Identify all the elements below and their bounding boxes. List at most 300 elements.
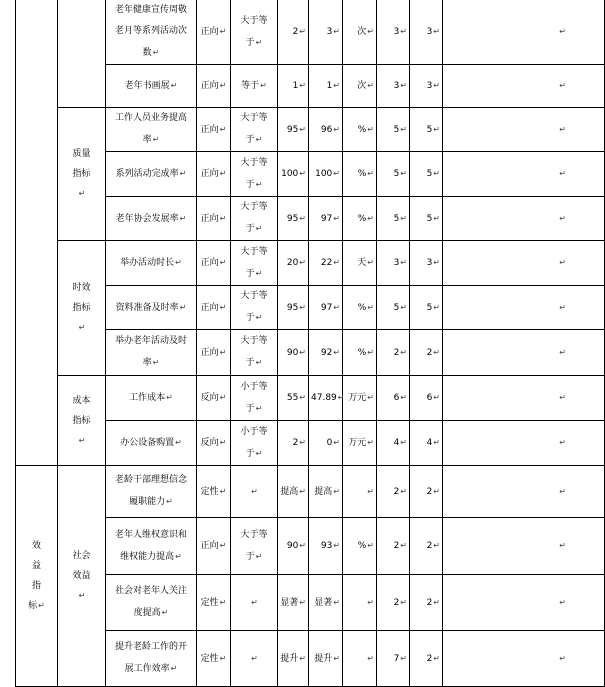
direction-cell-text: 正向: [200, 81, 219, 91]
remark-cell: [443, 65, 605, 108]
paragraph-mark-icon: ↵: [255, 358, 263, 367]
score-cell: [410, 330, 443, 376]
weight-cell: [377, 376, 410, 421]
paragraph-mark-icon: ↵: [78, 591, 86, 600]
unit-cell-text: %: [357, 169, 367, 179]
indicator-name-text: 提升老龄工作的开展工作效率: [114, 642, 187, 674]
paragraph-mark-icon: ↵: [299, 81, 306, 90]
actual-value-cell-text: 96: [320, 124, 333, 135]
weight-cell-text: 5: [393, 124, 400, 135]
paragraph-mark-icon: ↵: [299, 393, 306, 402]
weight-cell-text: 2: [393, 347, 400, 358]
paragraph-mark-icon: ↵: [299, 597, 306, 607]
paragraph-mark-icon: ↵: [559, 213, 566, 223]
unit-cell: [343, 108, 377, 152]
indicator-name: [106, 421, 197, 466]
direction-cell-text: 正向: [200, 302, 219, 313]
paragraph-mark-icon: ↵: [367, 438, 374, 447]
actual-value-cell: [309, 152, 343, 197]
performance-indicator-table: [15, 0, 605, 687]
direction-cell-text: 正向: [200, 258, 219, 268]
indicator-name-text: 办公设备购置: [120, 438, 175, 448]
target-value-cell-text: 90: [286, 347, 299, 358]
operator-cell-text: 大于等于: [240, 336, 268, 368]
paragraph-mark-icon: ↵: [179, 213, 187, 223]
direction-cell-text: 反向: [200, 393, 219, 403]
indicator-name: [106, 108, 197, 152]
paragraph-mark-icon: ↵: [337, 393, 345, 402]
unit-cell-text: 万元: [348, 393, 367, 403]
direction-cell: [197, 0, 231, 65]
indicator-name: [106, 65, 197, 108]
target-value-cell-text: 95: [286, 124, 299, 135]
direction-cell-text: 反向: [200, 438, 219, 448]
paragraph-mark-icon: ↵: [400, 393, 407, 402]
paragraph-mark-icon: ↵: [433, 438, 440, 447]
paragraph-mark-icon: ↵: [433, 486, 440, 496]
weight-cell: [377, 197, 410, 241]
indicator-name-text: 老年书画展: [124, 81, 170, 91]
weight-cell-text: 5: [393, 302, 400, 313]
score-cell: [410, 376, 443, 421]
operator-cell-text: 等于: [241, 81, 260, 91]
actual-value-cell-text: 22: [320, 258, 333, 268]
paragraph-mark-icon: ↵: [255, 179, 263, 189]
operator-cell-text: 大于等于: [240, 157, 268, 190]
table-row: [16, 376, 605, 421]
actual-value-cell-text: 97: [320, 213, 333, 224]
paragraph-mark-icon: ↵: [255, 403, 263, 413]
paragraph-mark-icon: ↵: [333, 302, 340, 312]
score-cell-text: 3: [426, 258, 433, 268]
operator-cell: [231, 376, 278, 421]
paragraph-mark-icon: ↵: [333, 347, 340, 357]
second-level-cost: [58, 376, 106, 466]
weight-cell-text: 3: [393, 81, 400, 91]
paragraph-mark-icon: ↵: [433, 81, 440, 90]
weight-cell: [377, 241, 410, 286]
paragraph-mark-icon: ↵: [251, 597, 258, 607]
target-value-cell-text: 100: [281, 169, 299, 179]
actual-value-cell: [309, 518, 343, 575]
remark-cell: [443, 0, 605, 65]
paragraph-mark-icon: ↵: [559, 81, 566, 90]
score-cell-text: 3: [426, 81, 433, 91]
paragraph-mark-icon: ↵: [333, 169, 340, 178]
direction-cell: [197, 518, 231, 575]
target-value-cell-text: 1: [292, 81, 299, 91]
paragraph-mark-icon: ↵: [367, 124, 374, 134]
weight-cell-text: 3: [393, 258, 400, 268]
indicator-name: [106, 241, 197, 286]
actual-value-cell: [309, 241, 343, 286]
unit-cell-text: 次: [357, 27, 367, 37]
weight-cell-text: 7: [393, 653, 400, 664]
operator-cell-text: 大于等于: [240, 15, 268, 48]
direction-cell: [197, 421, 231, 466]
indicator-name-text: 社会对老年人关注度提高: [114, 586, 187, 618]
score-cell-text: 2: [426, 486, 433, 497]
paragraph-mark-icon: ↵: [559, 27, 566, 36]
paragraph-mark-icon: ↵: [152, 135, 160, 144]
paragraph-mark-icon: ↵: [400, 653, 407, 663]
remark-cell: [443, 466, 605, 518]
second-level-cost-text: 成本指标: [72, 395, 91, 426]
paragraph-mark-icon: ↵: [166, 497, 173, 506]
actual-value-cell: [309, 286, 343, 330]
actual-value-cell-text: 显著: [314, 597, 333, 608]
actual-value-cell: [309, 197, 343, 241]
actual-value-cell-text: 提高: [314, 486, 333, 497]
indicator-name-text: 系列活动完成率: [115, 169, 179, 179]
paragraph-mark-icon: ↵: [255, 448, 263, 458]
indicator-name-text: 举办活动时长: [120, 258, 175, 268]
unit-cell-text: %: [357, 213, 367, 224]
unit-cell-text: %: [357, 347, 367, 358]
direction-cell: [197, 108, 231, 152]
table-row: [16, 241, 605, 286]
paragraph-mark-icon: ↵: [367, 597, 374, 607]
unit-cell: [343, 518, 377, 575]
unit-cell-text: %: [357, 124, 367, 135]
second-level-quality: [58, 108, 106, 241]
target-value-cell: [278, 631, 309, 687]
remark-cell: [443, 286, 605, 330]
score-cell: [410, 631, 443, 687]
paragraph-mark-icon: ↵: [219, 213, 227, 223]
actual-value-cell: [309, 466, 343, 518]
score-cell: [410, 421, 443, 466]
unit-cell-text: 万元: [348, 438, 367, 448]
paragraph-mark-icon: ↵: [400, 302, 407, 312]
paragraph-mark-icon: ↵: [400, 486, 407, 496]
weight-cell-text: 6: [393, 393, 400, 403]
paragraph-mark-icon: ↵: [400, 81, 407, 90]
target-value-cell: [278, 152, 309, 197]
paragraph-mark-icon: ↵: [219, 438, 227, 447]
actual-value-cell-text: 92: [320, 347, 333, 358]
weight-cell-text: 2: [393, 486, 400, 497]
remark-cell: [443, 421, 605, 466]
direction-cell: [197, 241, 231, 286]
paragraph-mark-icon: ↵: [175, 438, 182, 447]
target-value-cell: [278, 65, 309, 108]
paragraph-mark-icon: ↵: [219, 541, 227, 550]
operator-cell: [231, 108, 278, 152]
operator-cell: [231, 631, 278, 687]
direction-cell: [197, 152, 231, 197]
second-level-time: [58, 241, 106, 376]
paragraph-mark-icon: ↵: [400, 213, 407, 223]
score-cell-text: 6: [426, 393, 433, 403]
weight-cell-text: 4: [393, 438, 400, 448]
operator-cell-text: 小于等于: [240, 426, 268, 459]
operator-cell-text: 大于等于: [240, 529, 268, 562]
unit-cell: [343, 466, 377, 518]
paragraph-mark-icon: ↵: [78, 323, 86, 332]
paragraph-mark-icon: ↵: [400, 27, 407, 36]
paragraph-mark-icon: ↵: [559, 597, 566, 607]
direction-cell-text: 正向: [200, 347, 219, 358]
indicator-name: [106, 376, 197, 421]
paragraph-mark-icon: ↵: [179, 302, 187, 312]
direction-cell-text: 正向: [200, 213, 219, 224]
paragraph-mark-icon: ↵: [255, 268, 263, 278]
score-cell: [410, 241, 443, 286]
indicator-name: [106, 286, 197, 330]
paragraph-mark-icon: ↵: [367, 169, 374, 178]
actual-value-cell-text: 47.89: [311, 393, 337, 403]
weight-cell: [377, 466, 410, 518]
paragraph-mark-icon: ↵: [219, 393, 227, 402]
actual-value-cell-text: 100: [315, 169, 333, 179]
target-value-cell: [278, 376, 309, 421]
paragraph-mark-icon: ↵: [433, 27, 440, 36]
second-level-blank: [58, 0, 106, 108]
target-value-cell-text: 95: [286, 302, 299, 313]
paragraph-mark-icon: ↵: [219, 258, 227, 267]
operator-cell-text: 大于等于: [240, 291, 268, 323]
paragraph-mark-icon: ↵: [333, 597, 340, 607]
operator-cell: [231, 197, 278, 241]
paragraph-mark-icon: ↵: [299, 124, 306, 134]
paragraph-mark-icon: ↵: [433, 169, 440, 178]
paragraph-mark-icon: ↵: [219, 124, 227, 134]
indicator-name: [106, 631, 197, 687]
unit-cell: [343, 575, 377, 631]
paragraph-mark-icon: ↵: [175, 258, 182, 267]
paragraph-mark-icon: ↵: [219, 302, 227, 312]
paragraph-mark-icon: ↵: [219, 169, 227, 178]
paragraph-mark-icon: ↵: [559, 486, 566, 496]
indicator-name-text: 老年人维权意识和维权能力提高: [114, 529, 187, 562]
paragraph-mark-icon: ↵: [161, 608, 169, 617]
remark-cell: [443, 330, 605, 376]
paragraph-mark-icon: ↵: [219, 597, 227, 607]
paragraph-mark-icon: ↵: [367, 347, 374, 357]
paragraph-mark-icon: ↵: [333, 213, 340, 223]
remark-cell: [443, 631, 605, 687]
second-level-social-text: 社会效益: [72, 551, 91, 581]
paragraph-mark-icon: ↵: [333, 486, 340, 496]
direction-cell: [197, 376, 231, 421]
paragraph-mark-icon: ↵: [367, 258, 374, 267]
target-value-cell-text: 显著: [280, 597, 299, 608]
target-value-cell: [278, 466, 309, 518]
paragraph-mark-icon: ↵: [219, 347, 227, 357]
paragraph-mark-icon: ↵: [175, 551, 182, 561]
score-cell: [410, 152, 443, 197]
actual-value-cell: [309, 108, 343, 152]
indicator-name: [106, 152, 197, 197]
operator-cell: [231, 466, 278, 518]
paragraph-mark-icon: ↵: [179, 169, 187, 178]
operator-cell: [231, 286, 278, 330]
indicator-name-text: 资料准备及时率: [115, 302, 179, 313]
unit-cell: [343, 376, 377, 421]
paragraph-mark-icon: ↵: [400, 438, 407, 447]
actual-value-cell: [309, 65, 343, 108]
operator-cell-text: 小于等于: [240, 381, 268, 414]
score-cell-text: 4: [426, 438, 433, 448]
paragraph-mark-icon: ↵: [255, 224, 263, 233]
unit-cell: [343, 0, 377, 65]
score-cell-text: 5: [426, 213, 433, 224]
paragraph-mark-icon: ↵: [299, 302, 306, 312]
second-level-quality-text: 质量指标: [72, 149, 91, 179]
unit-cell: [343, 197, 377, 241]
paragraph-mark-icon: ↵: [170, 81, 178, 90]
target-value-cell: [278, 197, 309, 241]
indicator-name: [106, 0, 197, 65]
target-value-cell-text: 提高: [280, 486, 299, 497]
table-row: [16, 466, 605, 518]
paragraph-mark-icon: ↵: [367, 81, 374, 90]
target-value-cell: [278, 421, 309, 466]
direction-cell-text: 定性: [200, 653, 219, 664]
paragraph-mark-icon: ↵: [367, 486, 374, 496]
target-value-cell: [278, 286, 309, 330]
paragraph-mark-icon: ↵: [367, 213, 374, 223]
target-value-cell: [278, 108, 309, 152]
target-value-cell-text: 2: [292, 438, 299, 448]
weight-cell-text: 2: [393, 541, 400, 551]
indicator-name-text: 工作成本: [129, 393, 166, 403]
paragraph-mark-icon: ↵: [367, 541, 374, 550]
operator-cell-text: 大于等于: [240, 113, 268, 145]
paragraph-mark-icon: ↵: [559, 169, 566, 178]
first-level-cell: [16, 0, 58, 466]
paragraph-mark-icon: ↵: [219, 27, 227, 36]
score-cell-text: 2: [426, 653, 433, 664]
actual-value-cell-text: 1: [326, 81, 333, 91]
operator-cell: [231, 330, 278, 376]
operator-cell: [231, 575, 278, 631]
unit-cell-text: 次: [357, 81, 367, 91]
operator-cell-text: 大于等于: [240, 202, 268, 234]
indicator-name: [106, 197, 197, 241]
paragraph-mark-icon: ↵: [219, 653, 227, 663]
score-cell-text: 2: [426, 541, 433, 551]
score-cell: [410, 466, 443, 518]
paragraph-mark-icon: ↵: [152, 358, 160, 367]
direction-cell: [197, 466, 231, 518]
paragraph-mark-icon: ↵: [152, 48, 160, 57]
weight-cell: [377, 421, 410, 466]
paragraph-mark-icon: ↵: [400, 124, 407, 134]
indicator-name-text: 工作人员业务提高率: [114, 113, 187, 145]
target-value-cell-text: 95: [286, 213, 299, 224]
weight-cell: [377, 108, 410, 152]
paragraph-mark-icon: ↵: [559, 438, 566, 447]
score-cell: [410, 108, 443, 152]
unit-cell-text: %: [357, 541, 367, 551]
second-level-time-text: 时效指标: [72, 283, 91, 313]
score-cell: [410, 575, 443, 631]
indicator-name-text: 举办老年活动及时率: [114, 336, 187, 368]
paragraph-mark-icon: ↵: [260, 81, 267, 90]
paragraph-mark-icon: ↵: [433, 213, 440, 223]
score-cell-text: 2: [426, 597, 433, 608]
remark-cell: [443, 575, 605, 631]
actual-value-cell: [309, 330, 343, 376]
paragraph-mark-icon: ↵: [433, 653, 440, 663]
remark-cell: [443, 241, 605, 286]
actual-value-cell: [309, 421, 343, 466]
actual-value-cell: [309, 575, 343, 631]
actual-value-cell-text: 0: [326, 438, 333, 448]
paragraph-mark-icon: ↵: [333, 653, 340, 663]
paragraph-mark-icon: ↵: [559, 258, 566, 267]
score-cell: [410, 518, 443, 575]
direction-cell: [197, 197, 231, 241]
weight-cell-text: 3: [393, 27, 400, 37]
paragraph-mark-icon: ↵: [367, 302, 374, 312]
operator-cell-text: 大于等于: [240, 246, 268, 279]
paragraph-mark-icon: ↵: [433, 258, 440, 267]
unit-cell: [343, 286, 377, 330]
score-cell: [410, 286, 443, 330]
weight-cell-text: 5: [393, 213, 400, 224]
actual-value-cell-text: 提升: [314, 653, 333, 664]
paragraph-mark-icon: ↵: [299, 653, 306, 663]
paragraph-mark-icon: ↵: [170, 664, 178, 673]
operator-cell: [231, 65, 278, 108]
direction-cell: [197, 631, 231, 687]
operator-cell: [231, 152, 278, 197]
indicator-name-text: 老龄干部理想信念履职能力: [114, 475, 187, 507]
target-value-cell: [278, 330, 309, 376]
paragraph-mark-icon: ↵: [299, 438, 306, 447]
paragraph-mark-icon: ↵: [333, 541, 340, 550]
paragraph-mark-icon: ↵: [255, 313, 263, 322]
weight-cell: [377, 152, 410, 197]
paragraph-mark-icon: ↵: [333, 81, 340, 90]
paragraph-mark-icon: ↵: [219, 486, 227, 496]
target-value-cell-text: 55: [286, 393, 299, 403]
remark-cell: [443, 152, 605, 197]
paragraph-mark-icon: ↵: [433, 302, 440, 312]
weight-cell: [377, 286, 410, 330]
unit-cell: [343, 152, 377, 197]
paragraph-mark-icon: ↵: [367, 27, 374, 36]
operator-cell: [231, 421, 278, 466]
direction-cell-text: 定性: [200, 486, 219, 497]
actual-value-cell: [309, 0, 343, 65]
actual-value-cell: [309, 376, 343, 421]
paragraph-mark-icon: ↵: [219, 81, 227, 90]
second-level-social: [58, 466, 106, 687]
actual-value-cell-text: 93: [320, 541, 333, 551]
remark-cell: [443, 518, 605, 575]
unit-cell: [343, 330, 377, 376]
operator-cell: [231, 518, 278, 575]
weight-cell-text: 5: [393, 169, 400, 179]
target-value-cell: [278, 575, 309, 631]
indicator-name: [106, 466, 197, 518]
paragraph-mark-icon: ↵: [255, 135, 263, 144]
table-row: [16, 108, 605, 152]
weight-cell: [377, 0, 410, 65]
actual-value-cell-text: 3: [326, 27, 333, 37]
direction-cell: [197, 286, 231, 330]
paragraph-mark-icon: ↵: [333, 124, 340, 134]
score-cell-text: 5: [426, 124, 433, 135]
paragraph-mark-icon: ↵: [559, 653, 566, 663]
paragraph-mark-icon: ↵: [251, 486, 258, 496]
target-value-cell-text: 提升: [280, 653, 299, 664]
direction-cell-text: 正向: [200, 124, 219, 135]
